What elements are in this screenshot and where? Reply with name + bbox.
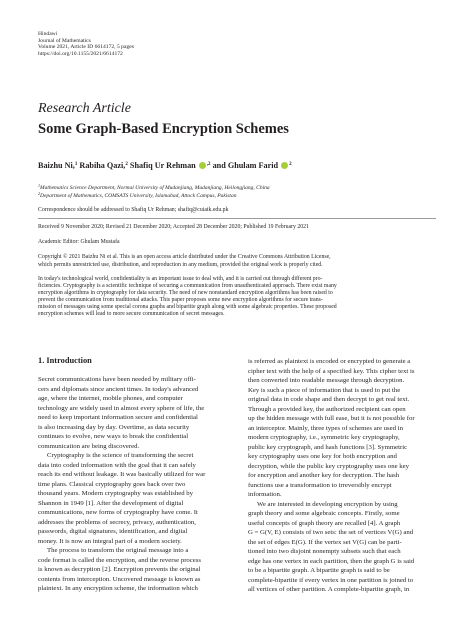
doi-link[interactable]: https://doi.org/10.1155/2021/6614172 [38,50,123,57]
author-list [38,161,292,170]
abstract-line: mission of messages using some special corona graphs and bipartite graph along with some algebraic properties. These proposed [38,304,337,311]
paragraph [38,546,226,594]
paragraph [248,357,436,500]
text-line: contents from interception. Uncovered message is known as [38,575,201,583]
text-line: Through a provided key, the authorized recipient can open [248,405,406,413]
abstract-line: ficiencies. Cryptography is a scientific technique of securing a communication from unauthenticated approach. There exist many [38,283,337,290]
correspondence: Correspondence should be addressed to Shafiq Ur Rehman; shafiq@cuiatk.edu.pk [38,207,229,213]
paragraph [38,375,226,451]
text-line: modern cryptography, i.e., symmetric key cryptography, [248,434,400,441]
text-line: for encryption and another key for decryption. The hash [248,472,400,479]
text-line: thousand years. Modern cryptography was established by [38,490,194,497]
copyright-line: which permits unrestricted use, distribution, and reproduction in any medium, provided the original work is properly cited. [38,261,323,268]
text-line: is referred as plaintext is encoded or encrypted to generate a [248,358,411,365]
text-line: cers and diplomats since ancient times. In today's advanced [38,385,199,393]
copyright-notice [38,254,331,269]
text-line: is also increasing day by day. Overtime, as data security [38,423,190,431]
abstract-line: In today's technological world, confidentiality is an important issue to deal with, and it is carried out through different pro- [38,276,323,282]
text-line: graph theory and some algebraic concepts. Firstly, some [248,510,400,517]
text-line: communications, new forms of cryptography have come. It [38,509,198,516]
author-name: Baizhu Ni, [38,161,75,170]
right-column [248,357,436,595]
abstract-line: encryption algorithms in cryptography for data security. The need of new nonstandard encryption algorithms has been raised to [38,290,333,297]
text-line: all vertices of other partition. A complete-bipartite graph, in [248,586,410,593]
text-line: time plans. Classical cryptography goes back over two [38,480,186,488]
text-line: the set of edges E(G). If the vertex set V(G) can be parti- [248,538,402,546]
text-line: an interceptor. Mainly, three types of schemes are used in [248,424,403,432]
abstract [38,276,436,319]
affiliation-text: Department of Mathematics, COMSATS University, Islamabad, Attock Campus, Pakistan [40,193,237,199]
text-line: Secret communications have been needed by military offi- [38,376,196,383]
journal-header [38,31,134,57]
text-line: need to keep important information secure and confidential [38,414,198,421]
text-line: useful concepts of graph theory are recalled [4]. A graph [248,519,401,527]
author-affiliation-mark: 1 [74,162,78,167]
text-line: reach its end without leakage. It was basically utilized for war [38,471,206,478]
author-affiliation-mark: ,2 [206,162,211,167]
author-affiliation-mark: 2 [289,162,292,167]
text-line: G = G(V, E) consists of two sets: the set of vertices V(G) and [248,529,414,536]
text-line: communication are being discovered. [38,442,140,450]
text-line: functions use a transformation to irreversibly encrypt [248,481,392,489]
text-line: Cryptography is the science of transforming the secret [47,452,194,459]
text-line: tioned into two disjoint nonempty subsets such that each [248,548,401,555]
divider [38,218,436,219]
orcid-icon[interactable] [199,162,206,169]
text-line: public key cryptograph, and hash functions [3]. Symmetric [248,443,408,451]
paragraph [248,500,436,595]
affiliation-mark: 1 [38,183,40,188]
author-name: Shafiq Ur Rehman [129,161,196,170]
volume-info: Volume 2021, Article ID 6614172, 5 pages [38,44,134,51]
text-line: money. It is now an integral part of a modern society. [38,537,182,545]
author-name: and Ghulam Farid [212,161,279,170]
publisher-name: Hindawi [38,31,58,37]
text-line: decryption, while the public key cryptography uses one key [248,462,410,470]
text-line: The process to transform the original message into a [47,547,189,554]
text-line: is known as decryption [2]. Encryption prevents the original [38,566,201,573]
text-line: plaintext. In any encryption scheme, the information which [38,585,198,592]
text-line: Shannon in 1949 [1]. After the development of digital [38,499,184,507]
abstract-line: encryption schemes will lead to more secure communication of secret messages. [38,311,225,318]
author-name: Rabiha Qazi, [79,161,126,170]
text-line: age, where the internet, mobile phones, and computer [38,395,183,402]
text-line: information. [248,491,282,498]
section-heading: 1. Introduction [38,356,92,365]
author-affiliation-mark: 2 [125,162,128,167]
abstract-line: prevent the communication from traditional attacks. This paper proposes some new encryption algorithms for secure trans- [38,297,323,304]
text-line: passwords, digital signatures, identification, and digital [38,528,188,535]
left-column [38,375,226,594]
journal-name: Journal of Mathematics [38,37,91,44]
affiliation-mark: 2 [38,191,40,196]
text-line: code format is called the encryption, and the reverse process [38,556,202,564]
text-line: up the hidden message with full ease, but it is not possible for [248,415,415,422]
text-line: cipher text with the help of a specified key. This cipher text is [248,367,415,375]
paragraph [38,451,226,546]
paper-title: Some Graph-Based Encryption Schemes [38,121,289,137]
article-type: Research Article [38,101,131,116]
text-line: edge has one vertex in each partition, then the graph G is said [248,557,415,565]
academic-editor: Academic Editor: Ghulam Mustafa [38,239,120,245]
text-line: addresses the problems of secrecy, privacy, authentication, [38,518,196,526]
text-line: We are interested in developing encryption by using [257,500,398,508]
text-line: data into coded information with the goal that it can safely [38,461,196,469]
text-line: to be a bipartite graph. A bipartite graph is said to be [248,567,390,574]
affiliation-text: Mathematics Science Department, Normal University of Mudanjiang, Mudanjiang, Heilongjiang, China [40,185,270,191]
text-line: continues to evolve, new ways to break the confidential [38,433,189,440]
text-line: technology are widely used in almost every sphere of life, the [38,404,205,412]
affiliation [38,191,236,200]
text-line: Key is such a piece of information that is used to put the [248,386,401,394]
text-line: then converted into readable message through decryption. [248,377,405,384]
text-line: complete-bipartite if every vertex in one partition is joined to [248,576,414,584]
text-line: key cryptography uses one key for both encryption and [248,453,397,460]
orcid-icon[interactable] [281,162,288,169]
publication-dates: Received 9 November 2020; Revised 21 December 2020; Accepted 28 December 2020; Published 19 February 2021 [38,224,309,230]
text-line: original data in code shape and then decrypt to get real text. [248,396,410,403]
copyright-line: Copyright © 2021 Baizhu Ni et al. This is an open access article distributed under the Creative Commons Attribution License, [38,254,331,260]
